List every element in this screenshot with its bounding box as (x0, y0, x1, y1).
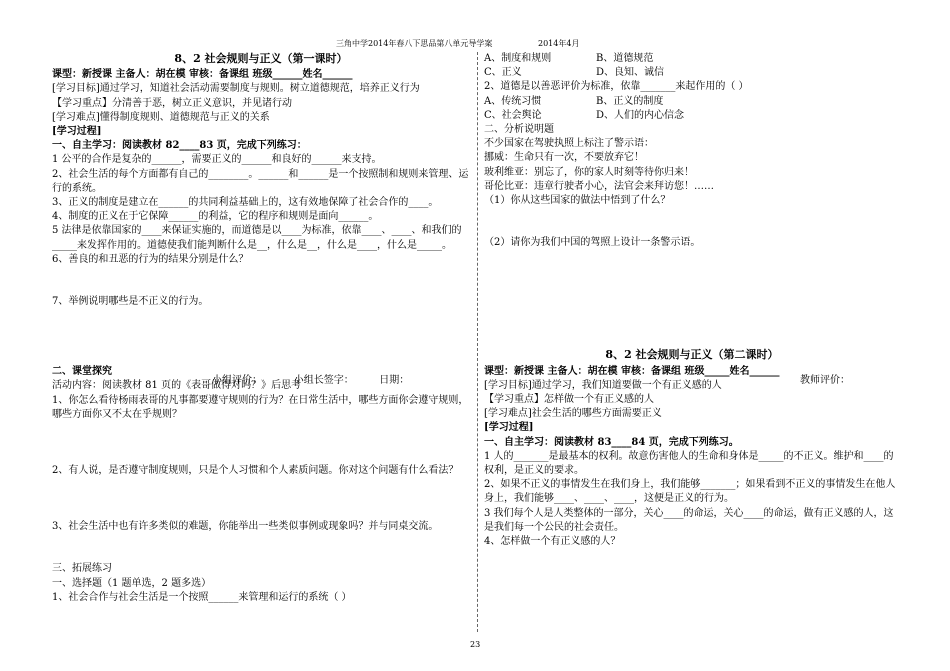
option2-a: A、传统习惯 (484, 95, 542, 107)
lesson2-q3: 3 我们每个人是人类整体的一部分，关心____的命运，关心____的命运，做有正义感的人，这是我们每一个公民的社会责任。 (484, 507, 894, 533)
analysis-bolivia: 玻利维亚：别忘了，你的家人时刻等待你归来！ (484, 166, 694, 178)
teacher-evaluation: 教师评价： (800, 375, 850, 386)
lesson2-key: 【学习重点】怎样做一个有正义感的人 (484, 394, 654, 406)
explore-q3: 3、社会生活中也有许多类似的难题，你能举出一些类似事例或现象吗？并与同桌交流。 (52, 521, 439, 533)
column-divider (477, 52, 478, 632)
lesson1-title: 8、2 社会规则与正义（第一课时） (174, 52, 348, 65)
option-d: D、良知、诚信 (596, 67, 665, 79)
option2-b: B、正义的制度 (596, 95, 664, 107)
lesson2-q2: 2、如果不正义的事情发生在我们身上，我们能够_______；如果看到不正义的事情发生在他人身上，我们能够____、____、____，这便是正义的行为。 (484, 479, 896, 505)
option2-c: C、社会舆论 (484, 109, 542, 121)
class-explore-title: 二、课堂探究 (52, 366, 112, 378)
choice1-options-row1 (484, 52, 900, 66)
lesson2-title: 8、2 社会规则与正义（第二课时） (605, 348, 779, 362)
school-header: 三角中学2014年春八下思品第八单元导学案 (336, 39, 493, 48)
explore-q2: 2、有人说，是否遵守制度规则，只是个人习惯和个人素质问题。你对这个问题有什么看法？ (52, 465, 459, 477)
choice-q2: 2、道德是以善恶评价为标准，依靠_______来起作用的（ ） (484, 81, 749, 93)
lesson1-q6: 6、善良的和丑恶的行为的结果分别是什么？ (52, 253, 249, 265)
analysis-intro: 不少国家在驾驶执照上标注了警示语： (484, 138, 654, 150)
activity-text: 活动内容：阅读教材 81 页的《表哥做得对吗？》后思考 (52, 380, 302, 392)
lesson1-q2: 2、社会生活的每个方面都有自己的________。______和______是一个按照制和规则来管理、运行的系统。 (52, 168, 469, 194)
lesson2-process: [学习过程] (484, 422, 534, 434)
option-c: C、正义 (484, 67, 522, 79)
group-evaluation: 小组评价： 小组长签字： 日期： (212, 375, 410, 386)
extension-title: 三、拓展练习 (52, 563, 112, 575)
lesson2-q4: 4、怎样做一个有正义感的人？ (484, 536, 621, 548)
date-header: 2014年4月 (538, 39, 580, 48)
choice-q1: 1、社会合作与社会生活是一个按照______来管理和运行的系统（ ） (52, 591, 352, 603)
lesson1-self-study: 一、自主学习：阅读教材 82____83 页，完成下列练习： (52, 140, 307, 152)
choice2-options-row1 (484, 95, 900, 109)
choice-title: 一、选择题（1 题单选，2 题多选） (52, 577, 212, 589)
option-a: A、制度和规则 (484, 53, 552, 64)
lesson1-difficult: [学习难点]懂得制度规则、道德规范与正义的关系 (52, 111, 270, 123)
analysis-q2: （2）请你为我们中国的驾照上设计一条警示语。 (484, 237, 701, 249)
lesson2-self-study: 一、自主学习：阅读教材 83____84 页，完成下列练习。 (484, 436, 739, 448)
lesson1-goal: [学习目标]通过学习，知道社会活动需要制度与规则。树立道德规范，培养正义行为 (52, 83, 420, 95)
page-number: 23 (470, 640, 481, 649)
lesson1-q5: 5 法律是依靠国家的____来保证实施的，而道德是以____为标准，依靠____、____、和我们的_____来发挥作用的。道德使我们能判断什么是__，什么是__，什么是____，什么是_____。 (52, 225, 462, 251)
analysis-q1: （1）你从这些国家的做法中悟到了什么？ (484, 195, 671, 207)
option2-d: D、人们的内心信念 (596, 109, 685, 121)
explore-q1: 1、你怎么看待杨雨表哥的凡事都要遵守规则的行为？在日常生活中，哪些方面你会遵守规则，哪些方面你又不太在乎规则？ (52, 394, 469, 420)
analysis-norway: 挪威：生命只有一次，不要放弃它！ (484, 152, 644, 164)
lesson1-key: 【学习重点】分清善于恶，树立正义意识，并见诸行动 (52, 97, 292, 109)
lesson2-difficult: [学习难点]社会生活的哪些方面需要正义 (484, 408, 662, 420)
option-b: B、道德规范 (596, 53, 654, 64)
lesson1-q1: 1 公平的合作是复杂的______，需要正义的______和良好的______来支持。 (52, 154, 382, 166)
lesson1-q7: 7、举例说明哪些是不正义的行为。 (52, 296, 209, 308)
analysis-colombia: 哥伦比亚：违章行驶者小心，法官会来拜访您！…… (484, 180, 714, 192)
lesson1-q3: 3、正义的制度是建立在______的共同利益基础上的，这有效地保障了社会合作的____。 (52, 197, 439, 209)
right-column (484, 52, 900, 549)
lesson2-q1: 1 人的_______是最基本的权利。故意伤害他人的生命和身体是_____的不正义。维护和____的权利，是正义的要求。 (484, 450, 894, 477)
lesson1-q4: 4、制度的正义在于它保障______的利益，它的程序和规则是面向______。 (52, 211, 379, 223)
choice1-options-row2 (484, 66, 900, 80)
lesson1-meta: 课型：新授课 主备人：胡在模 审核：备课组 班级______姓名______ (52, 69, 353, 81)
left-column (52, 52, 470, 605)
lesson2-goal: [学习目标]通过学习，我们知道要做一个有正义感的人 (484, 379, 722, 391)
choice2-options-row2 (484, 109, 900, 123)
analysis-title: 二、分析说明题 (484, 124, 554, 136)
lesson2-meta: 课型：新授课 主备人：胡在模 审核：备课组 班级_____姓名______ (484, 365, 780, 377)
lesson1-process: [学习过程] (52, 126, 102, 138)
